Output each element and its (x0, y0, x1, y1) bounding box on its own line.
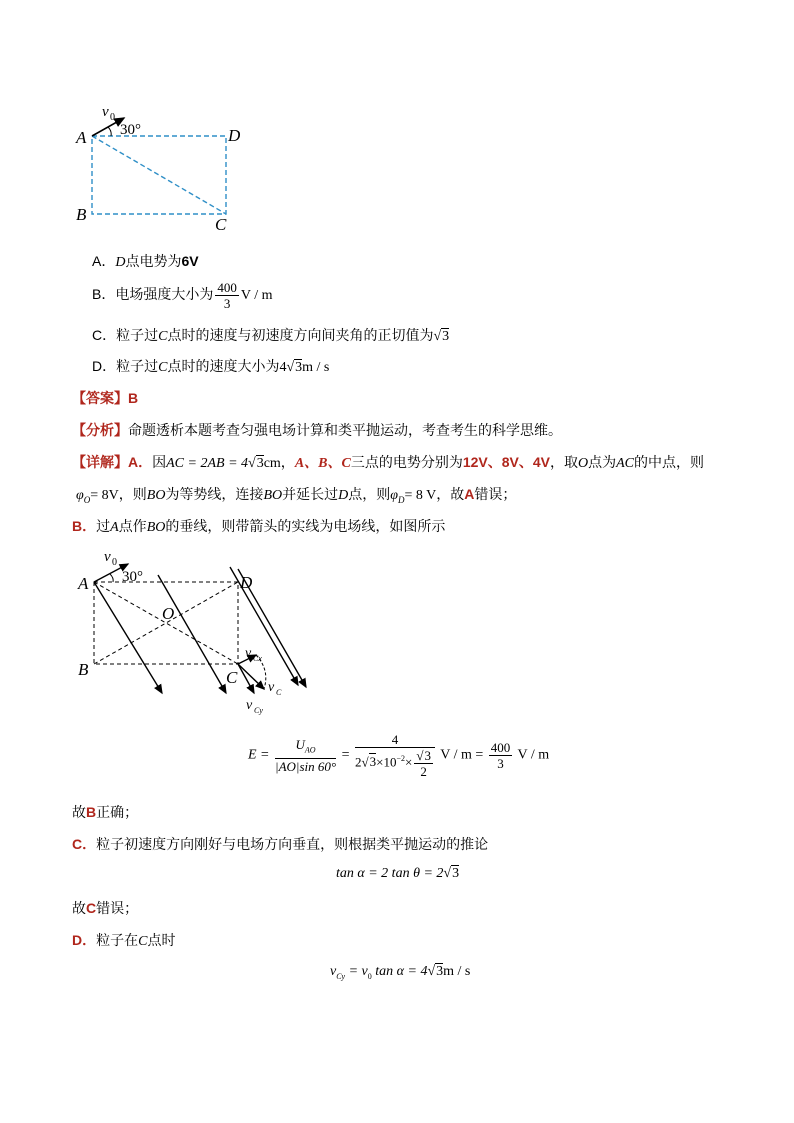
answer-line (72, 388, 138, 408)
frac-num (275, 737, 336, 759)
phi-D-sub: D (397, 494, 405, 505)
phi-D: φ (390, 488, 398, 503)
frac-den: 3 (223, 296, 231, 311)
formula-v: $v_{Cy} = v_0$ tan α = 4√3m / s (330, 964, 471, 981)
text: ，则 (118, 486, 147, 502)
analysis-text: 命题透析本题考查匀强电场计算和类平抛运动，考查考生的科学思维。 (128, 422, 562, 438)
unit-cm: cm， (263, 456, 295, 471)
den-b: ×10 (376, 754, 397, 770)
option-letter: B． (92, 286, 116, 303)
option-letter: C． (92, 327, 117, 343)
answer-value: B (128, 390, 139, 406)
eq-ac: AC = 2AB = 4 (166, 456, 249, 471)
var-D: D (115, 255, 126, 270)
angle-arc (108, 127, 111, 136)
var-BO: BO (146, 488, 166, 503)
v-sub: Cy (336, 971, 346, 981)
points-abc: A、B、C (294, 456, 351, 471)
frac-num: 400 (490, 740, 511, 755)
v0-sub: 0 (367, 971, 372, 981)
label-D: D (240, 573, 253, 592)
text: 过 (96, 518, 111, 534)
fraction-400-3 (489, 740, 513, 771)
part-d-line (72, 930, 175, 950)
text: 故 (72, 804, 86, 820)
text: 因 (152, 454, 167, 470)
rad: 3 (424, 748, 431, 763)
text: 并延长过 (282, 486, 339, 502)
e-symbol: E = (248, 747, 270, 763)
field-line-1 (94, 582, 162, 693)
option-letter: A． (92, 253, 116, 269)
v-eq: = v (348, 964, 368, 979)
part-c-line (72, 834, 488, 854)
frac-den: 3 (497, 756, 504, 771)
phi-O: φ (76, 488, 84, 503)
letter-B: B (86, 804, 97, 820)
label-A: A (78, 574, 89, 593)
label-B: B (76, 205, 87, 224)
frac-num: √3 (416, 748, 431, 763)
option-a (92, 251, 199, 271)
text: 点为 (588, 454, 617, 470)
analysis-line (72, 420, 562, 440)
label-D: D (228, 126, 241, 145)
option-text: 电场强度大小为 (115, 286, 214, 303)
text: 粒子初速度方向刚好与电场方向垂直，则根据类平抛运动的推论 (96, 836, 489, 852)
letter-C: C (86, 900, 97, 916)
frac-den: |AO|sin 60° (275, 758, 337, 774)
var-BO: BO (263, 488, 283, 503)
text: 点，则 (348, 486, 391, 502)
v-unit: m / s (443, 964, 471, 979)
vc-arrow (238, 664, 264, 689)
label-v0: v (104, 549, 111, 565)
var-C: C (158, 329, 168, 344)
text: 的垂线，则带箭头的实线为电场线，如图所示 (165, 518, 446, 534)
conclude-c (72, 898, 138, 918)
text: 点作 (118, 518, 147, 534)
den-a: 2 (355, 754, 362, 770)
frac-num: 400 (217, 280, 237, 295)
var-O: O (578, 456, 589, 471)
detail-line-2 (76, 484, 516, 505)
u-symbol: U (295, 737, 305, 753)
frac-num: 4 (355, 732, 435, 748)
field-line-2 (158, 575, 226, 693)
var-C: C (158, 360, 168, 375)
text: 错误； (96, 900, 139, 916)
text: 错误； (474, 486, 517, 502)
label-v0-sub: 0 (112, 557, 117, 568)
sqrt-radicand: 3 (442, 329, 450, 344)
voltages: 12V、8V、4V (462, 454, 550, 470)
label-C: C (226, 668, 238, 687)
unit: m / s (302, 360, 330, 375)
label-angle: 30° (120, 122, 141, 138)
fraction-numeric (355, 732, 435, 779)
v-rad: 3 (436, 964, 444, 979)
text: 正确； (96, 804, 139, 820)
text: 为等势线，连接 (165, 486, 264, 502)
equals-sign: = (341, 747, 350, 763)
den-rad: 3 (369, 754, 377, 770)
label-vcx: v (245, 646, 252, 661)
label-vc: v (268, 680, 275, 695)
option-text-pre: 粒子过 (116, 327, 159, 343)
sqrt-sign: √ (286, 360, 295, 375)
formula-tan: tan α = 2 tan θ = 2√3 (336, 866, 460, 881)
option-text: 点时的速度与初速度方向间夹角的正切值为 (167, 327, 434, 343)
answer-label: 【答案】 (72, 390, 128, 406)
option-text: 点电势为 (125, 253, 182, 269)
part-b-line (72, 516, 445, 536)
den-c: × (405, 754, 413, 770)
label-O: O (162, 604, 175, 623)
label-v0-sub: 0 (110, 112, 115, 123)
coef: 4 (279, 360, 287, 375)
text: ，故 (436, 486, 465, 502)
var-AC: AC (616, 456, 635, 471)
analysis-label: 【分析】 (72, 422, 128, 438)
text: ，取 (550, 454, 578, 470)
detail-label: 【详解】 (72, 454, 128, 470)
phi-O-sub: O (83, 494, 91, 505)
text: 的中点，则 (634, 454, 705, 470)
option-c (92, 325, 449, 345)
label-vc-sub: C (276, 688, 282, 697)
part-letter: D． (72, 932, 97, 948)
sqrt-sign: √ (433, 329, 442, 344)
tan-rad: 3 (452, 866, 460, 881)
option-value: 6V (181, 253, 199, 269)
sqrt-sign: √ (248, 456, 256, 471)
vcy-arrow (238, 664, 254, 693)
sqrt-radicand: 3 (295, 360, 303, 375)
option-text-pre: 粒子过 (116, 358, 159, 374)
sqrt-radicand: 3 (256, 456, 264, 471)
option-letter: D． (92, 358, 117, 374)
var-D: D (338, 488, 349, 503)
label-A: A (76, 128, 87, 147)
detail-line-1 (72, 452, 704, 472)
text: 故 (72, 900, 86, 916)
phi-O-value: = 8V (90, 488, 119, 503)
frac-den: $2√3\times 10^{-2}\times$ $\frac{√3}{2}$ (355, 748, 431, 779)
option-b (92, 280, 272, 311)
option-text: 点时的速度大小为 (167, 358, 280, 374)
angle-arc (110, 574, 113, 582)
unit-2: V / m (517, 747, 550, 763)
text: 粒子在 (96, 932, 139, 948)
fraction-400-3 (215, 280, 239, 311)
label-vcy: v (246, 698, 253, 713)
var-BO: BO (146, 520, 166, 535)
u-sub: AO (304, 745, 316, 755)
unit-1: V / m = (440, 747, 484, 763)
text: 三点的电势分别为 (350, 454, 463, 470)
diagonal-ac (92, 136, 226, 214)
label-B: B (78, 660, 89, 679)
option-d (92, 356, 329, 376)
text: 点时 (147, 932, 176, 948)
v-symbol: v (330, 964, 337, 979)
fraction-u-ao (275, 737, 336, 774)
den-exp: −2 (396, 754, 406, 764)
detail-a-letter: A． (128, 454, 153, 470)
letter-A: A (464, 486, 475, 502)
fraction-sqrt3-2 (414, 748, 433, 779)
label-C: C (215, 215, 227, 234)
conclude-b (72, 802, 138, 822)
phi-D-value: = 8 V (404, 488, 437, 503)
label-vcy-sub: Cy (254, 706, 263, 715)
label-vcx-sub: Cx (253, 654, 262, 663)
v-eq-2: tan α = 4 (375, 964, 428, 979)
var-A: A (110, 520, 119, 535)
var-C: C (138, 934, 148, 949)
formula-e (248, 732, 549, 779)
figure-rectangle-abcd (70, 98, 270, 238)
unit: V / m (240, 288, 273, 304)
part-letter: C． (72, 836, 97, 852)
part-letter: B． (72, 518, 97, 534)
label-angle: 30° (122, 569, 143, 585)
label-v0: v (102, 104, 109, 120)
figure-field-lines (70, 545, 320, 720)
frac-den: 2 (420, 764, 427, 779)
tan-text: tan α = 2 tan θ = 2 (336, 866, 444, 881)
